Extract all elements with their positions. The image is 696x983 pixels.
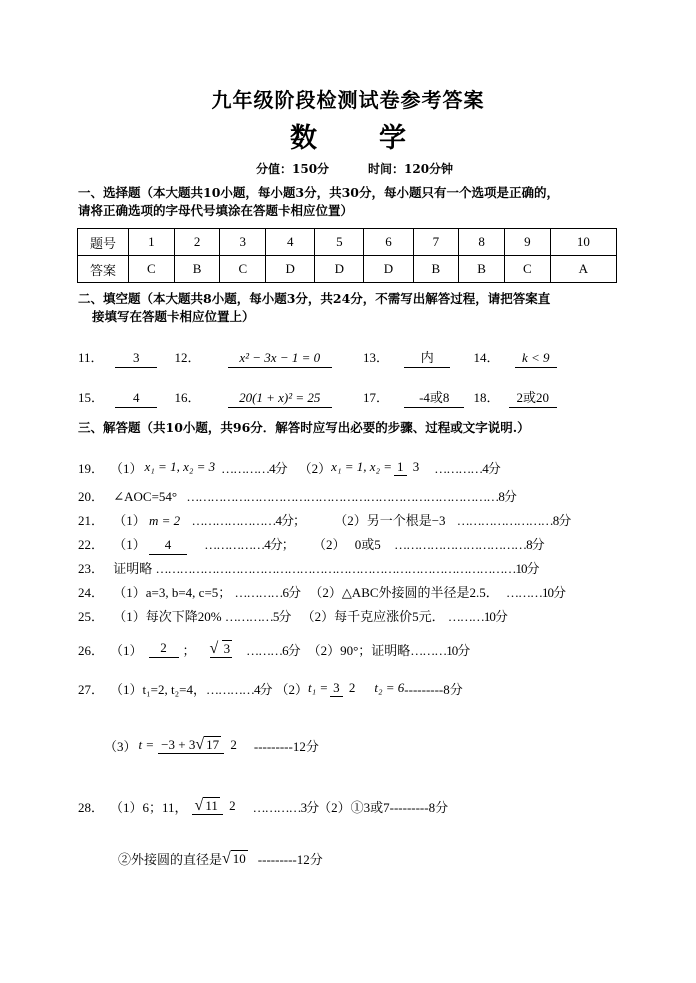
radicand: 10: [232, 850, 246, 866]
part-answer: （1）6；11，: [110, 799, 188, 815]
item-number: 11．: [78, 350, 104, 365]
part-answer: （2）每千克应涨价5元．: [301, 609, 445, 624]
score-marker: ……………………8分: [456, 513, 571, 528]
section3-heading: 三、解答题（共10小题，共96分．解答时应写出必要的步骤、过程或文字说明.）: [78, 420, 530, 435]
fraction-denominator: 2: [229, 798, 236, 813]
score-marker: ………6分: [246, 642, 300, 658]
time-info: 时间：120分钟: [368, 162, 454, 176]
score-marker: ……………………………………………………………………8分: [186, 489, 516, 504]
part-answer: （2）90°；证明略: [307, 642, 411, 658]
table-cell: 2: [174, 229, 220, 256]
item-number: 18．: [473, 390, 500, 405]
table-cell: 10: [550, 229, 616, 256]
part-answer: 4: [149, 537, 187, 555]
item-number: 12．: [174, 350, 201, 365]
score-info: 分值：150分: [256, 162, 330, 176]
fraction-denominator: 3: [412, 458, 420, 474]
table-row-numbers: [78, 229, 617, 256]
score-marker: …………………4分；: [191, 513, 305, 528]
fill-answer: 内: [404, 347, 450, 368]
part-answer: t₁ =: [307, 680, 329, 695]
fill-answer: k < 9: [515, 350, 557, 368]
part-answer: （2）△ABC外接圆的半径是2.5．: [309, 585, 499, 600]
fill-answer: x² − 3x − 1 = 0: [228, 350, 332, 368]
separator: ；: [182, 642, 196, 658]
score-marker: ---------12分: [253, 738, 319, 754]
score-marker: …………3分: [252, 799, 319, 815]
score-marker: …………4分: [434, 460, 500, 476]
table-cell: C: [129, 256, 175, 283]
part-answer: 2: [149, 640, 179, 658]
answer-q24: [78, 582, 565, 601]
table-cell: D: [364, 256, 413, 283]
table-cell: 5: [315, 229, 364, 256]
item-number: 23．: [78, 561, 105, 576]
table-cell: B: [413, 256, 459, 283]
answer-q26: [78, 636, 469, 662]
part-label: （1）: [113, 537, 146, 552]
fill-answer: 20(1 + x)² = 25: [228, 390, 332, 408]
square-root: [195, 736, 221, 753]
item-number: 13．: [363, 350, 390, 365]
score-marker: ………10分: [447, 609, 507, 624]
part-label: （2）: [275, 681, 308, 697]
item-number: 17．: [363, 390, 390, 405]
fraction: [192, 797, 239, 815]
table-row-answers: [78, 256, 617, 283]
numerator-text: −3 + 3: [161, 737, 196, 752]
item-number: 22．: [78, 537, 105, 552]
table-cell: 1: [129, 229, 175, 256]
radicand: 3: [223, 641, 231, 656]
table-cell: 4: [266, 229, 315, 256]
fraction-denominator: 2: [230, 737, 237, 752]
part-answer: 0或5: [354, 537, 381, 552]
square-root: [195, 797, 220, 814]
fill-answer: -4或8: [404, 387, 464, 408]
part-label: （1）: [113, 513, 146, 528]
table-cell: 6: [364, 229, 413, 256]
square-root: [210, 640, 233, 658]
part-answer: （2）另一个根是−3: [334, 513, 446, 528]
score-marker: ---------8分: [389, 799, 449, 815]
answer-q21: [78, 510, 570, 529]
radical-sign-icon: √: [209, 640, 219, 657]
table-cell: C: [220, 256, 266, 283]
radical-sign-icon: √: [194, 797, 204, 814]
radical-sign-icon: √: [195, 736, 205, 753]
part-label: （3）: [104, 738, 137, 754]
table-cell: C: [504, 256, 550, 283]
score-marker: ---------8分: [404, 681, 463, 697]
item-number: 27．: [78, 681, 105, 697]
item-number: 21．: [78, 513, 105, 528]
score-marker: …………4分: [205, 681, 272, 697]
item-number: 20．: [78, 489, 105, 504]
fill-row-1: [78, 347, 557, 368]
score-marker: …………6分: [234, 585, 301, 600]
fill-answer: 2或20: [509, 387, 557, 408]
answer-q27: [78, 670, 463, 706]
radical-sign-icon: √: [222, 849, 231, 867]
fraction-numerator: [158, 736, 224, 754]
square-root: [222, 850, 248, 867]
section2-heading-line1: 二、填空题（本大题共8小题，每小题3分，共24分，不需写出解答过程，请把答案直: [78, 291, 551, 306]
table-cell: 7: [413, 229, 459, 256]
fraction: [330, 680, 358, 697]
answer-q27-part3: [104, 724, 319, 766]
table-cell: 9: [504, 229, 550, 256]
answer-q23: [78, 558, 539, 577]
row-label-numbers: 题号: [78, 229, 129, 256]
part-label: （1）: [110, 460, 143, 476]
item-number: 19．: [78, 460, 105, 476]
table-cell: A: [550, 256, 616, 283]
answer-q28: [78, 786, 448, 826]
section1-heading-line2: 请将正确选项的字母代号填涂在答题卡相应位置）: [78, 203, 354, 218]
table-cell: 8: [459, 229, 505, 256]
subject-title: 数学: [290, 123, 468, 154]
table-cell: D: [266, 256, 315, 283]
item-number: 14．: [473, 350, 500, 365]
radicand: 11: [205, 798, 218, 813]
part-label: （2）: [298, 460, 332, 476]
part-answer: （1）t₁=2, t₂=4，: [110, 681, 206, 697]
part-answer: t₂ = 6: [374, 680, 405, 695]
score-marker: ---------12分: [257, 851, 323, 867]
item-number: 28．: [78, 799, 105, 815]
item-number: 16．: [174, 390, 201, 405]
choice-answer-table: [77, 228, 617, 283]
fraction-denominator: 2: [348, 679, 356, 695]
part-answer: x₁ = 1, x₂ = 3: [144, 459, 216, 474]
section2-heading: [78, 290, 550, 326]
item-number: 25．: [78, 609, 105, 624]
part-answer: 证明略: [113, 561, 153, 576]
section1-heading: [78, 184, 559, 220]
part-answer: m = 2: [149, 513, 181, 528]
score-marker: ………10分: [506, 585, 566, 600]
part-answer: ∠AOC=54°: [113, 489, 178, 504]
answer-q22: [78, 534, 544, 555]
section2-heading-line2: 接填写在答题卡相应位置上）: [92, 309, 255, 324]
part-answer: （1）a=3, b=4, c=5；: [113, 585, 232, 600]
answer-q19: [78, 452, 500, 482]
row-label-answers: 答案: [78, 256, 129, 283]
part-answer: t =: [138, 737, 155, 752]
table-cell: B: [459, 256, 505, 283]
part-answer: x₁ = 1, x₂ =: [331, 459, 393, 474]
fill-answer: 4: [115, 390, 157, 408]
score-marker: ……………4分；: [204, 537, 294, 552]
table-cell: 3: [220, 229, 266, 256]
item-number: 24．: [78, 585, 105, 600]
fill-row-2: [78, 387, 557, 408]
radicand: 17: [206, 737, 220, 752]
score-marker: ………10分: [410, 642, 470, 658]
part-answer: （2）①3或7: [318, 799, 390, 815]
answer-q28-part3: [118, 846, 323, 870]
part-answer: （1）每次下降20%: [113, 609, 222, 624]
score-marker: …………4分: [221, 460, 287, 476]
score-marker: ………………………………………………………………………………10分: [155, 561, 539, 576]
table-cell: D: [315, 256, 364, 283]
item-number: 26．: [78, 642, 105, 658]
item-number: 15．: [78, 390, 105, 405]
fill-answer: 3: [115, 350, 157, 368]
answer-q20: [78, 486, 516, 505]
part-label: （2）: [313, 537, 346, 552]
score-marker: ……………………………8分: [394, 537, 544, 552]
fraction-numerator: 1: [394, 459, 407, 476]
fraction: [158, 736, 240, 754]
answer-q25: [78, 606, 507, 625]
fraction-numerator: [192, 797, 223, 815]
score-marker: …………5分: [224, 609, 291, 624]
page-title: 九年级阶段检测试卷参考答案: [211, 88, 485, 112]
fraction: [394, 459, 422, 476]
fraction-numerator: 3: [330, 680, 343, 697]
table-cell: B: [174, 256, 220, 283]
part-label: （1）: [110, 642, 143, 658]
section1-heading-line1: 一、选择题（本大题共10小题，每小题3分，共30分，每小题只有一个选项是正确的，: [78, 185, 559, 200]
part-answer: ②外接圆的直径是: [118, 851, 223, 867]
